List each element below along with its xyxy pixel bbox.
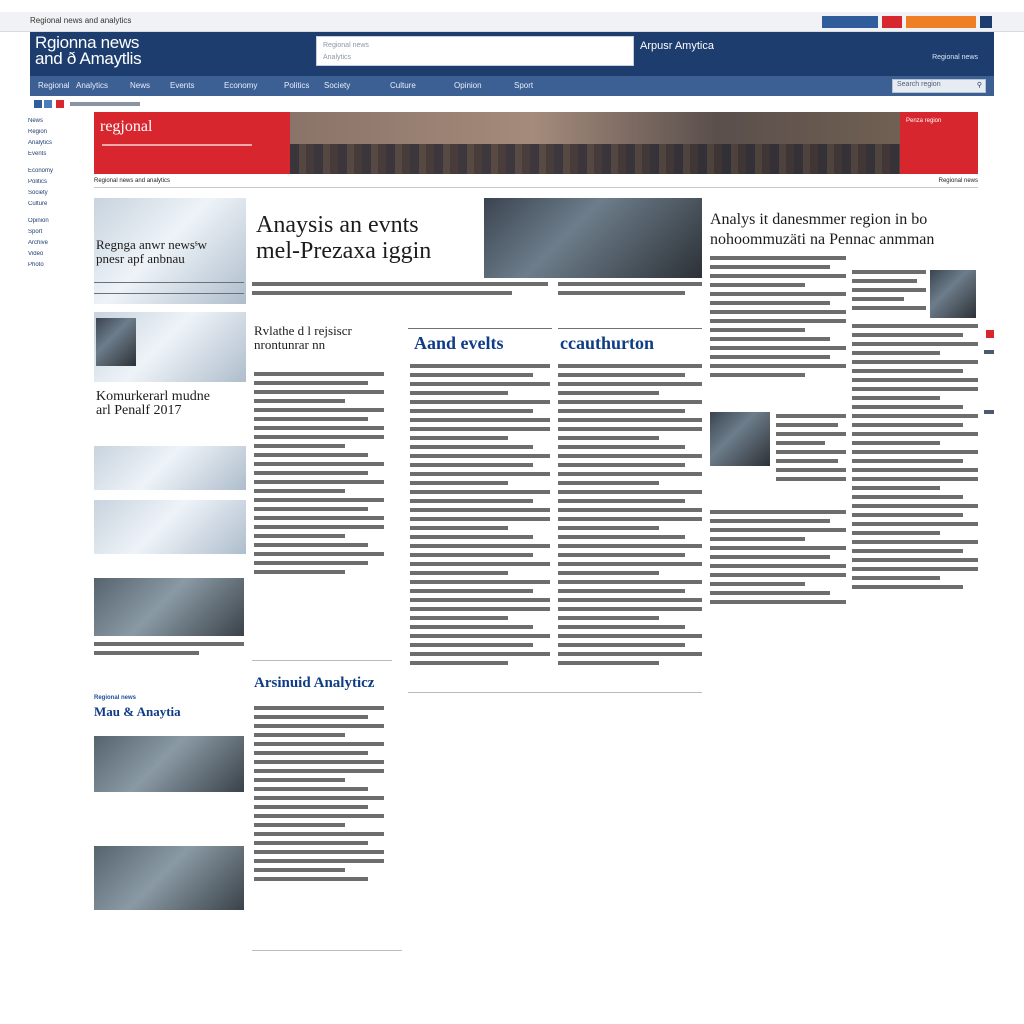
body-line bbox=[410, 580, 550, 584]
sidenav-item[interactable]: Video bbox=[28, 251, 44, 257]
body-line bbox=[558, 508, 702, 512]
caption-line bbox=[94, 651, 199, 655]
body-line bbox=[710, 355, 830, 359]
left-box-4-image[interactable] bbox=[94, 500, 246, 554]
body-line bbox=[254, 471, 368, 475]
bottom-section-title[interactable] bbox=[254, 676, 400, 691]
body-line bbox=[710, 283, 805, 287]
body-line bbox=[710, 319, 846, 323]
body-line bbox=[852, 432, 978, 436]
body-line bbox=[254, 417, 368, 421]
body-line bbox=[254, 381, 368, 385]
center-bottom-rule bbox=[408, 692, 702, 693]
lead-line bbox=[252, 282, 548, 286]
person-photo bbox=[96, 318, 136, 366]
body-line bbox=[710, 310, 846, 314]
nav-item-society[interactable]: Society bbox=[324, 81, 351, 90]
body-line bbox=[852, 477, 978, 481]
sidenav-item[interactable]: Society bbox=[28, 190, 48, 196]
section-1-body bbox=[254, 372, 384, 579]
body-line bbox=[710, 373, 805, 377]
body-line bbox=[410, 409, 533, 413]
body-line bbox=[254, 715, 368, 719]
body-line bbox=[254, 489, 345, 493]
alert-icon[interactable] bbox=[986, 330, 994, 338]
banner-footer bbox=[94, 176, 978, 188]
banner-left-panel bbox=[94, 112, 290, 174]
body-line bbox=[410, 526, 508, 530]
right-headline[interactable] bbox=[710, 210, 980, 250]
site-header bbox=[30, 32, 994, 76]
body-line bbox=[254, 742, 384, 746]
left-box-1-caption bbox=[94, 282, 244, 294]
body-line bbox=[254, 525, 384, 529]
body-line bbox=[776, 477, 846, 481]
body-line bbox=[410, 589, 533, 593]
body-line bbox=[558, 472, 702, 476]
body-line bbox=[410, 472, 550, 476]
left-box-1-sub-line: pnesr apf anbnau bbox=[96, 251, 185, 266]
col-a-body bbox=[410, 364, 550, 670]
right-small-caption bbox=[776, 414, 846, 486]
left-box-2-sub-line: arl Penalf 2017 bbox=[96, 403, 182, 418]
body-line bbox=[710, 256, 846, 260]
sidenav-item[interactable]: Opinion bbox=[28, 218, 49, 224]
body-line bbox=[558, 652, 702, 656]
utility-links[interactable] bbox=[70, 102, 140, 106]
sidenav-item[interactable]: Economy bbox=[28, 168, 54, 174]
col-a-rule bbox=[408, 328, 552, 329]
body-line bbox=[410, 517, 550, 521]
body-line bbox=[558, 409, 685, 413]
body-line bbox=[410, 499, 533, 503]
body-line bbox=[410, 463, 533, 467]
mail-icon[interactable] bbox=[44, 100, 52, 108]
body-line bbox=[254, 724, 384, 728]
body-line bbox=[558, 364, 702, 368]
header-note: Regional news bbox=[932, 54, 978, 61]
body-line bbox=[558, 418, 702, 422]
body-line bbox=[852, 333, 963, 337]
sidenav-item[interactable]: Region bbox=[28, 129, 48, 135]
body-line bbox=[710, 537, 805, 541]
section-1-title[interactable] bbox=[254, 324, 394, 352]
body-line bbox=[558, 445, 685, 449]
body-line bbox=[254, 453, 368, 457]
logo-line-1: Rgionna news bbox=[35, 33, 140, 52]
body-line bbox=[410, 481, 508, 485]
body-line bbox=[776, 459, 838, 463]
nav-item-culture[interactable]: Culture bbox=[390, 81, 416, 90]
body-line bbox=[852, 468, 978, 472]
side-nav bbox=[28, 118, 68, 273]
body-line bbox=[410, 364, 550, 368]
body-line bbox=[558, 454, 702, 458]
body-line bbox=[776, 432, 846, 436]
col-b-heading: ccauthurton bbox=[560, 333, 654, 353]
body-line bbox=[852, 324, 978, 328]
left-box-5 bbox=[94, 692, 244, 718]
body-line bbox=[852, 351, 940, 355]
caption-line bbox=[558, 282, 702, 286]
logo-line-2: and ð Amaytlis bbox=[35, 49, 142, 68]
banner-left-title: regjonal bbox=[100, 118, 153, 135]
body-line bbox=[710, 328, 805, 332]
sidenav-item[interactable]: Analytics bbox=[28, 140, 53, 146]
body-line bbox=[852, 297, 904, 301]
body-line bbox=[410, 607, 550, 611]
body-line bbox=[710, 546, 846, 550]
header-search-placeholder-1: Regional news bbox=[323, 42, 369, 49]
header-search-placeholder-2: Analytics bbox=[323, 54, 352, 61]
body-line bbox=[410, 427, 550, 431]
workshop-photo[interactable] bbox=[94, 578, 244, 636]
body-line bbox=[558, 400, 702, 404]
body-line bbox=[254, 706, 384, 710]
body-line bbox=[710, 564, 846, 568]
nav-item-regional[interactable]: Regional bbox=[38, 81, 70, 90]
body-line bbox=[410, 508, 550, 512]
sidenav-item[interactable]: Events bbox=[28, 151, 47, 157]
body-line bbox=[410, 373, 533, 377]
center-headline-line-2: mel-Prezaxa iggin bbox=[256, 238, 432, 264]
body-line bbox=[710, 528, 846, 532]
body-line bbox=[254, 760, 384, 764]
body-line bbox=[410, 562, 550, 566]
bottom-divider bbox=[252, 950, 402, 951]
body-line bbox=[254, 787, 368, 791]
body-line bbox=[710, 519, 830, 523]
banner-crowd bbox=[290, 144, 900, 174]
body-line bbox=[254, 832, 384, 836]
nav-item-news[interactable]: News bbox=[130, 81, 151, 90]
caption-line bbox=[94, 642, 244, 646]
body-line bbox=[254, 372, 384, 376]
body-line bbox=[410, 454, 550, 458]
body-line bbox=[410, 661, 508, 665]
body-line bbox=[558, 634, 702, 638]
photo-caption bbox=[558, 282, 702, 300]
body-line bbox=[254, 426, 384, 430]
body-line bbox=[710, 573, 846, 577]
body-line bbox=[410, 553, 533, 557]
body-line bbox=[710, 301, 830, 305]
sidenav-item[interactable]: Culture bbox=[28, 201, 48, 207]
col-b-body bbox=[558, 364, 702, 670]
sidenav-item[interactable]: Politics bbox=[28, 179, 48, 185]
body-line bbox=[558, 607, 702, 611]
body-line bbox=[852, 531, 940, 535]
left-box-2-title-line: Komurkerarl mudne bbox=[96, 389, 210, 404]
body-line bbox=[558, 616, 659, 620]
body-line bbox=[254, 570, 345, 574]
body-line bbox=[710, 265, 830, 269]
body-line bbox=[410, 643, 533, 647]
bottom-section-heading: Arsinuid Analyticz bbox=[254, 675, 375, 691]
body-line bbox=[852, 513, 963, 517]
body-line bbox=[254, 868, 345, 872]
body-line bbox=[410, 490, 550, 494]
body-line bbox=[852, 306, 926, 310]
body-line bbox=[852, 558, 978, 562]
nav-item-analytics[interactable]: Analytics bbox=[76, 81, 109, 90]
body-line bbox=[558, 661, 659, 665]
right-side-body-b bbox=[852, 324, 978, 594]
banner-footer-left[interactable]: Regional news and analytics bbox=[94, 178, 171, 184]
body-line bbox=[776, 423, 838, 427]
body-line bbox=[558, 391, 659, 395]
left-box-1-title bbox=[96, 238, 246, 266]
banner-divider bbox=[102, 144, 252, 146]
site-logo[interactable] bbox=[35, 35, 141, 67]
body-line bbox=[254, 796, 384, 800]
body-line bbox=[710, 337, 830, 341]
right-headline-line-2: nohoommuzäti na Pennac anmman bbox=[710, 231, 935, 248]
hero-banner[interactable] bbox=[94, 112, 978, 174]
nav-item-sport[interactable]: Sport bbox=[514, 81, 534, 90]
body-line bbox=[254, 814, 384, 818]
body-line bbox=[410, 634, 550, 638]
body-line bbox=[852, 270, 926, 274]
sidenav-item[interactable]: News bbox=[28, 118, 44, 124]
body-line bbox=[852, 396, 940, 400]
body-line bbox=[852, 405, 963, 409]
body-line bbox=[852, 495, 963, 499]
body-line bbox=[852, 360, 978, 364]
body-line bbox=[558, 427, 702, 431]
body-line bbox=[254, 552, 384, 556]
body-line bbox=[558, 535, 685, 539]
body-line bbox=[776, 441, 825, 445]
center-headline-line-1: Anaysis an evnts bbox=[256, 212, 419, 238]
body-line bbox=[254, 859, 384, 863]
main-nav bbox=[30, 76, 994, 96]
body-line bbox=[558, 625, 685, 629]
body-line bbox=[852, 279, 917, 283]
right-col-body-a bbox=[710, 256, 846, 382]
body-line bbox=[410, 400, 550, 404]
left-box-3-image[interactable] bbox=[94, 446, 246, 490]
nav-item-politics[interactable]: Politics bbox=[284, 81, 310, 90]
left-box-2-title bbox=[96, 390, 246, 418]
body-line bbox=[558, 382, 702, 386]
body-line bbox=[410, 652, 550, 656]
body-line bbox=[852, 504, 978, 508]
body-line bbox=[558, 562, 702, 566]
body-line bbox=[852, 414, 978, 418]
body-line bbox=[710, 582, 805, 586]
banner-right-title: Penza region bbox=[906, 118, 942, 124]
body-line bbox=[254, 561, 368, 565]
left-box-1-title-line: Regnga anwr newsˢw bbox=[96, 237, 208, 252]
body-line bbox=[410, 616, 508, 620]
body-line bbox=[852, 567, 978, 571]
nav-item-opinion[interactable]: Opinion bbox=[454, 81, 482, 90]
body-line bbox=[558, 598, 702, 602]
search-icon[interactable]: ⚲ bbox=[976, 82, 982, 89]
body-line bbox=[852, 423, 963, 427]
body-line bbox=[254, 823, 345, 827]
top-tab-4[interactable] bbox=[980, 16, 992, 28]
body-line bbox=[410, 436, 508, 440]
nav-search-placeholder: Search region bbox=[897, 81, 941, 88]
body-line bbox=[710, 591, 830, 595]
body-line bbox=[254, 769, 384, 773]
banner-photo bbox=[290, 112, 900, 174]
top-tab-3[interactable] bbox=[906, 16, 976, 28]
body-line bbox=[852, 369, 963, 373]
body-line bbox=[558, 526, 659, 530]
body-line bbox=[410, 544, 550, 548]
section-1-title-line: Rvlathe d l rejsiscr bbox=[254, 323, 352, 338]
body-line bbox=[710, 274, 846, 278]
body-line bbox=[410, 571, 508, 575]
body-line bbox=[852, 387, 978, 391]
body-line bbox=[852, 549, 963, 553]
body-line bbox=[410, 625, 533, 629]
nav-item-economy[interactable]: Economy bbox=[224, 81, 258, 90]
sidenav-item[interactable]: Sport bbox=[28, 229, 43, 235]
body-line bbox=[852, 585, 963, 589]
share-icon[interactable] bbox=[56, 100, 64, 108]
body-line bbox=[710, 555, 830, 559]
body-line bbox=[254, 498, 384, 502]
body-line bbox=[558, 517, 702, 521]
body-line bbox=[558, 544, 702, 548]
body-line bbox=[852, 576, 940, 580]
top-tabs bbox=[822, 16, 992, 28]
body-line bbox=[254, 877, 368, 881]
body-line bbox=[710, 292, 846, 296]
section-1-sub-line: nrontunrar nn bbox=[254, 337, 326, 352]
sidenav-item[interactable]: Archive bbox=[28, 240, 49, 246]
col-a-title[interactable] bbox=[414, 334, 552, 352]
utility-row bbox=[30, 98, 994, 110]
body-line bbox=[558, 499, 685, 503]
header-right-title: Arpusr Amytica bbox=[640, 40, 714, 52]
body-line bbox=[852, 486, 940, 490]
body-line bbox=[410, 598, 550, 602]
body-line bbox=[254, 462, 384, 466]
body-line bbox=[558, 571, 659, 575]
meeting-photo[interactable] bbox=[94, 736, 244, 792]
body-line bbox=[710, 346, 846, 350]
body-line bbox=[852, 459, 963, 463]
body-line bbox=[776, 450, 846, 454]
col-a-heading: Aand evelts bbox=[414, 333, 504, 353]
banner-footer-right[interactable]: Regional news bbox=[938, 178, 978, 184]
body-line bbox=[558, 490, 702, 494]
body-line bbox=[254, 444, 345, 448]
body-line bbox=[254, 534, 345, 538]
top-tab-2[interactable] bbox=[882, 16, 902, 28]
body-line bbox=[710, 600, 846, 604]
caption-line bbox=[558, 291, 685, 295]
body-line bbox=[254, 841, 368, 845]
rss-icon[interactable] bbox=[34, 100, 42, 108]
body-line bbox=[254, 543, 368, 547]
body-line bbox=[254, 507, 368, 511]
body-line bbox=[852, 378, 978, 382]
left-box-5-title: Mau & Anaytia bbox=[94, 704, 181, 719]
body-line bbox=[410, 391, 508, 395]
nav-search-input[interactable] bbox=[892, 79, 986, 93]
body-line bbox=[852, 540, 978, 544]
bottom-section-body bbox=[254, 706, 384, 886]
body-line bbox=[254, 778, 345, 782]
col-b-rule bbox=[558, 328, 702, 329]
body-line bbox=[254, 399, 345, 403]
nav-item-events[interactable]: Events bbox=[170, 81, 195, 90]
body-line bbox=[254, 850, 384, 854]
body-line bbox=[410, 382, 550, 386]
body-line bbox=[410, 445, 533, 449]
right-side-body-a bbox=[852, 270, 926, 315]
body-line bbox=[254, 390, 384, 394]
side-link[interactable] bbox=[984, 410, 994, 414]
body-line bbox=[852, 522, 978, 526]
author-photo[interactable] bbox=[930, 270, 976, 318]
side-link[interactable] bbox=[984, 350, 994, 354]
breadcrumb[interactable]: Regional news and analytics bbox=[30, 16, 132, 25]
body-line bbox=[710, 364, 846, 368]
right-small-photo[interactable] bbox=[710, 412, 770, 466]
body-line bbox=[558, 373, 685, 377]
body-line bbox=[558, 481, 659, 485]
body-line bbox=[558, 436, 659, 440]
body-line bbox=[776, 468, 846, 472]
banner-right-panel bbox=[900, 112, 978, 174]
body-line bbox=[410, 418, 550, 422]
body-line bbox=[710, 510, 846, 514]
body-line bbox=[254, 751, 368, 755]
lead-line bbox=[252, 291, 512, 295]
left-box-5-kicker: Regional news bbox=[94, 695, 137, 701]
body-line bbox=[254, 733, 345, 737]
header-search-input[interactable] bbox=[316, 36, 634, 66]
body-line bbox=[558, 643, 685, 647]
factory-photo[interactable] bbox=[94, 846, 244, 910]
body-line bbox=[254, 805, 368, 809]
body-line bbox=[254, 480, 384, 484]
body-line bbox=[776, 414, 846, 418]
body-line bbox=[852, 342, 978, 346]
body-line bbox=[558, 580, 702, 584]
col-b-title[interactable] bbox=[560, 334, 702, 352]
body-line bbox=[558, 463, 685, 467]
top-tab-1[interactable] bbox=[822, 16, 878, 28]
body-line bbox=[254, 408, 384, 412]
body-line bbox=[852, 288, 926, 292]
body-line bbox=[558, 589, 685, 593]
right-headline-line-1: Analys it danesmmer region in bo bbox=[710, 211, 928, 228]
browser-strip bbox=[0, 12, 1024, 32]
body-line bbox=[558, 553, 685, 557]
body-line bbox=[254, 516, 384, 520]
sidenav-item[interactable]: Photo bbox=[28, 262, 44, 268]
center-lead bbox=[252, 282, 548, 300]
right-col-body-b bbox=[710, 510, 846, 609]
body-line bbox=[852, 450, 978, 454]
body-line bbox=[410, 535, 533, 539]
body-line bbox=[254, 435, 384, 439]
conference-photo[interactable] bbox=[484, 198, 702, 278]
divider bbox=[252, 660, 392, 661]
body-line bbox=[852, 441, 940, 445]
